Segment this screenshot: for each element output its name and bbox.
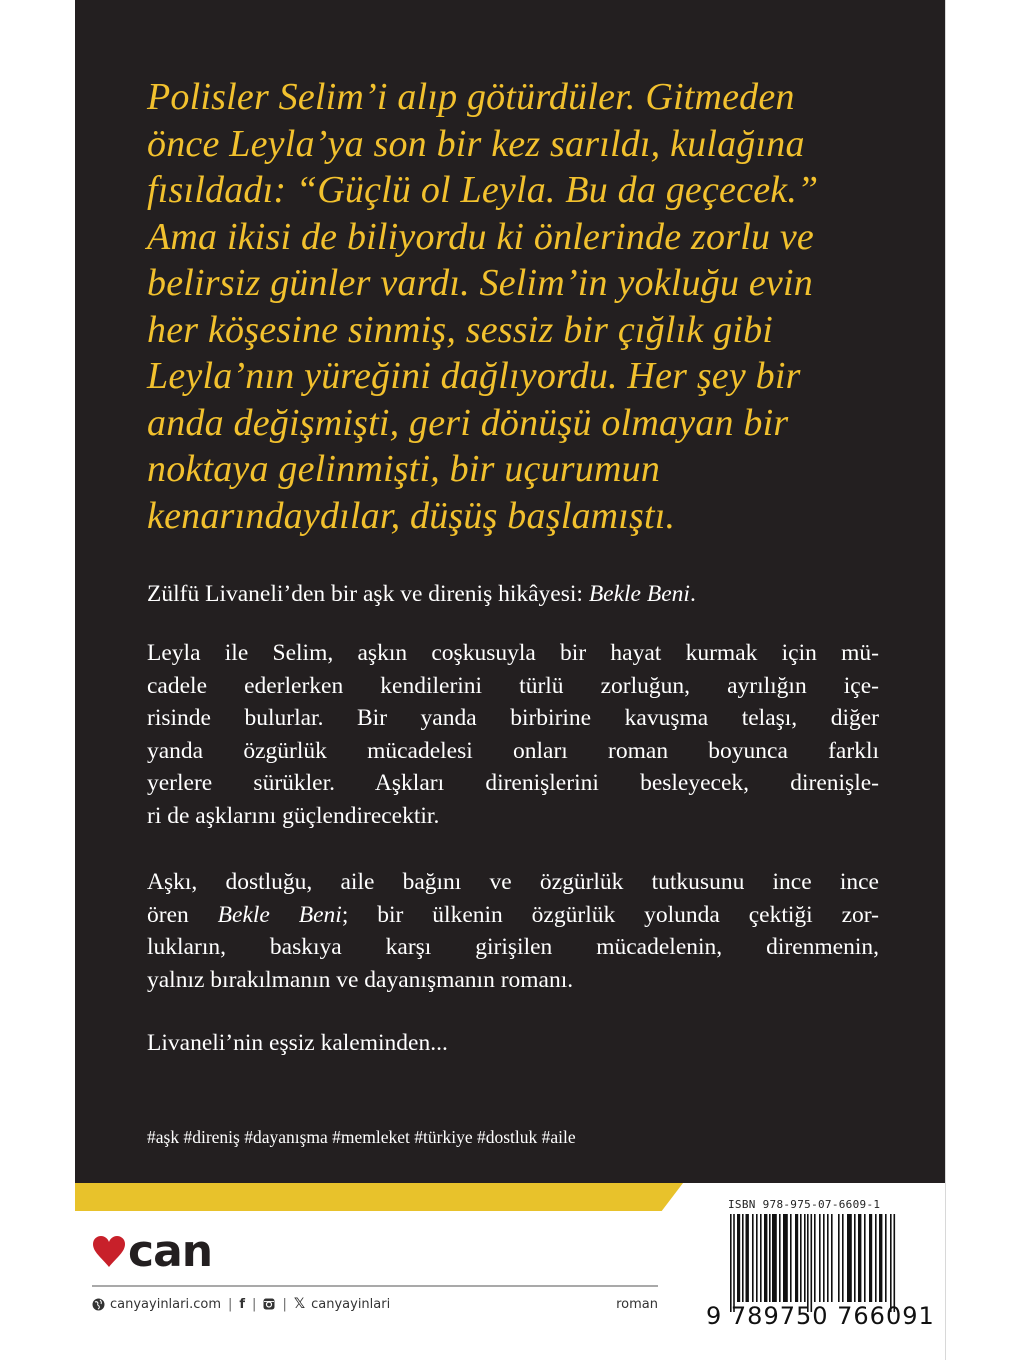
globe-icon	[92, 1298, 105, 1311]
excerpt-quote	[147, 74, 887, 539]
quote-line: Leyla’nın yüreğini dağlıyordu. Her şey bir	[147, 355, 801, 397]
book-title-italic: Bekle Beni	[588, 581, 690, 607]
quote-line: kenarındaydılar, düşüş başlamıştı.	[147, 494, 676, 537]
tagline-suffix: .	[689, 581, 696, 607]
publisher-footer	[92, 1296, 658, 1312]
paragraph-line: yanda özgürlük mücadelesi onları roman boyunca farklı	[147, 737, 879, 764]
separator: |	[282, 1296, 287, 1312]
facebook-icon[interactable]: f	[239, 1296, 246, 1312]
synopsis-paragraph-1	[147, 637, 879, 832]
website-link[interactable]: canyayinlari.com	[110, 1296, 221, 1312]
isbn-label: ISBN 978-975-07-6609-1	[728, 1198, 881, 1211]
genre-label: roman	[616, 1296, 658, 1312]
heart-icon	[92, 1235, 126, 1269]
dark-panel	[75, 0, 945, 1183]
tagline	[147, 578, 879, 611]
social-handle[interactable]: canyayinlari	[311, 1296, 391, 1312]
separator: |	[252, 1296, 257, 1312]
quote-line: fısıldadı: “Güçlü ol Leyla. Bu da geçecek.”	[147, 169, 819, 211]
book-back-cover	[75, 0, 946, 1360]
separator: |	[228, 1296, 233, 1312]
paragraph-line: cadele ederlerken kendilerini türlü zorluğun, ayrılığın içe-	[147, 672, 879, 699]
paragraph-line: ören Bekle Beni; bir ülkenin özgürlük yolunda çektiği zor-	[147, 901, 879, 928]
quote-line: Polisler Selim’i alıp götürdüler. Gitmeden	[147, 76, 795, 118]
quote-line: Ama ikisi de biliyordu ki önlerinde zorlu ve	[147, 215, 814, 258]
paragraph-line: ri de aşklarını güçlendirecektir.	[147, 802, 440, 829]
paragraph-line: yerlere sürükler. Aşkları direnişlerini besleyecek, direnişle-	[147, 770, 879, 796]
paragraph-line: risinde bulurlar. Bir yanda birbirine kavuşma telaşı, diğer	[147, 705, 879, 731]
divider	[92, 1285, 658, 1287]
quote-line: önce Leyla’ya son bir kez sarıldı, kulağına	[147, 122, 805, 165]
hashtags: #aşk #direniş #dayanışma #memleket #türkiye #dostluk #aile	[147, 1127, 576, 1147]
yellow-band	[75, 1183, 683, 1211]
paragraph-line: yalnız bırakılmanın ve dayanışmanın romanı.	[147, 966, 574, 993]
quote-line: noktaya gelinmişti, bir uçurumun	[147, 448, 661, 490]
closing-line: Livaneli’nin eşsiz kaleminden...	[147, 1030, 448, 1056]
instagram-icon[interactable]	[263, 1298, 275, 1310]
paragraph-line: Aşkı, dostluğu, aile bağını ve özgürlük tutkusunu ince ince	[147, 869, 879, 895]
quote-line: belirsiz günler vardı. Selim’in yokluğu evin	[147, 262, 813, 304]
synopsis-paragraph-2	[147, 866, 879, 996]
logo-text: can	[128, 1226, 213, 1277]
paragraph-line: lukların, baskıya karşı girişilen mücadelenin, direnmenin,	[147, 934, 879, 960]
quote-line: her köşesine sinmiş, sessiz bir çığlık gibi	[147, 308, 774, 351]
x-icon[interactable]: 𝕏	[293, 1296, 306, 1312]
quote-line: anda değişmişti, geri dönüşü olmayan bir	[147, 401, 789, 444]
tagline-prefix: Zülfü Livaneli’den bir aşk ve direniş hikâyesi:	[147, 581, 589, 607]
ean-digits: 9 789750 766091	[706, 1302, 935, 1330]
barcode	[702, 1198, 935, 1338]
barcode-bars	[730, 1214, 896, 1312]
publisher-logo	[92, 1226, 213, 1277]
book-title-italic: Bekle Beni	[217, 901, 342, 928]
paragraph-line: Leyla ile Selim, aşkın coşkusuyla bir hayat kurmak için mü-	[147, 640, 879, 666]
